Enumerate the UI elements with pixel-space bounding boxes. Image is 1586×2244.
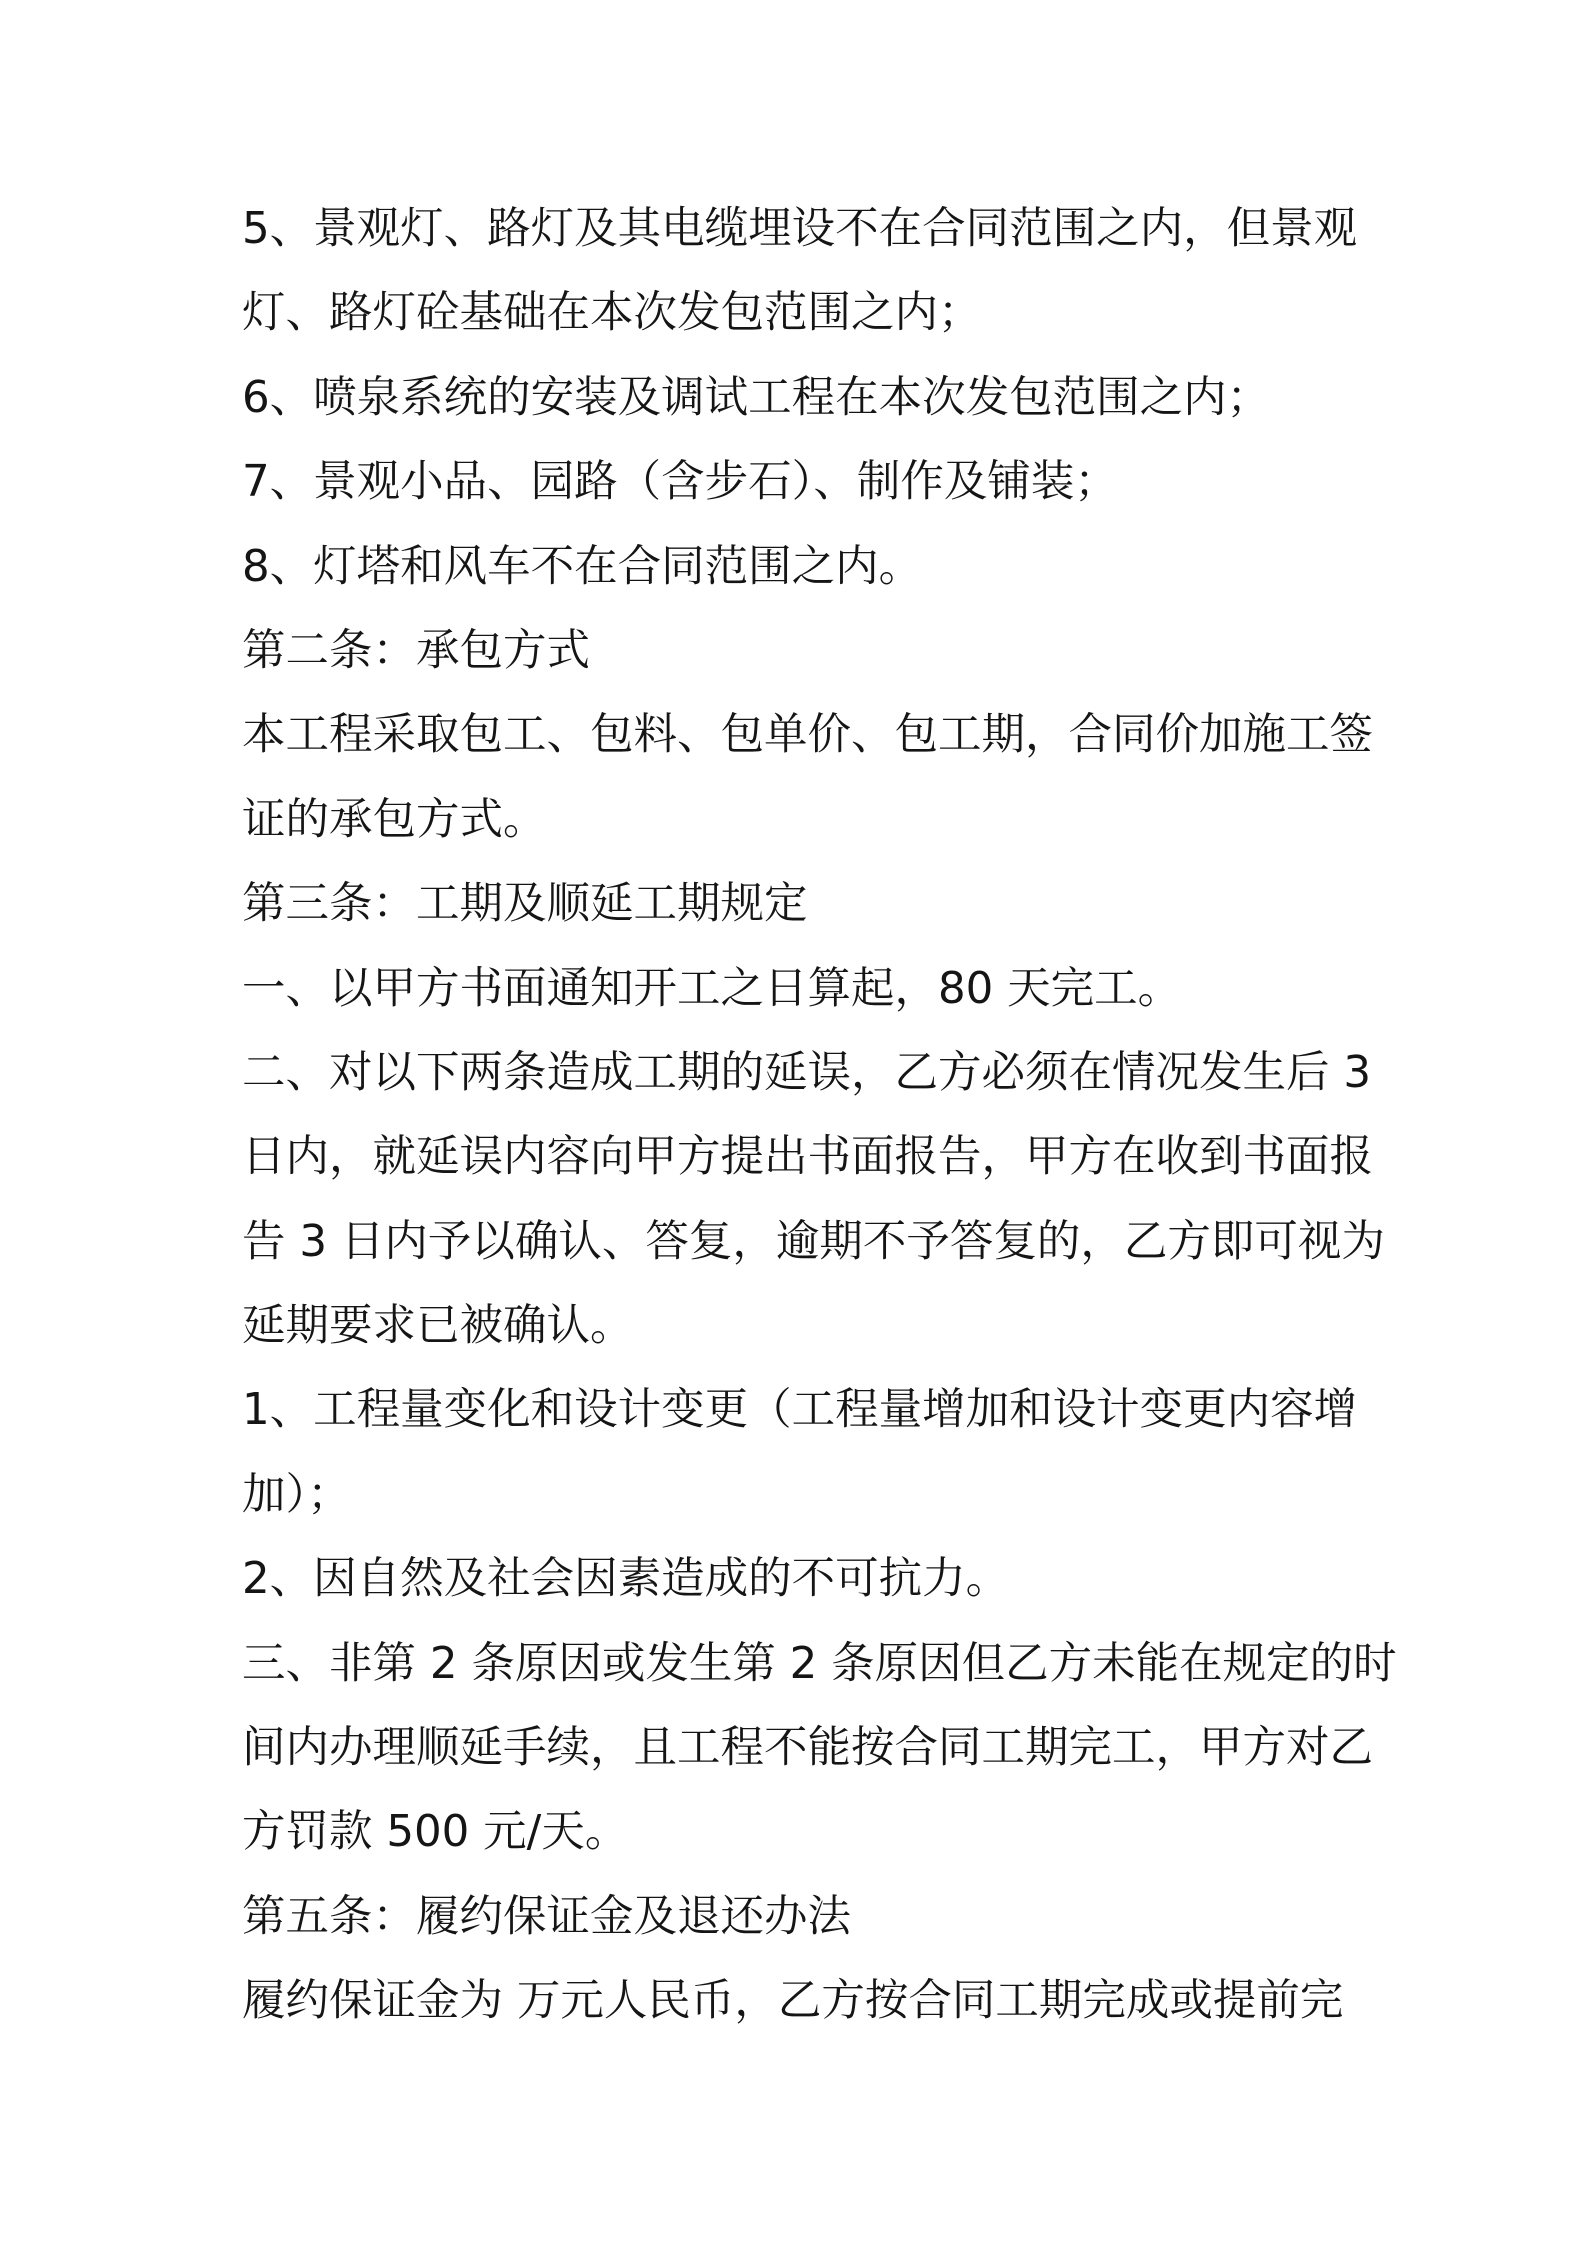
text-line: 1、工程量变化和设计变更（工程量增加和设计变更内容增 (242, 1385, 1358, 1436)
section-heading: 第五条：履约保证金及退还办法 (242, 1891, 851, 1942)
document-body (242, 198, 1397, 2055)
text-line: 加）； (242, 1469, 351, 1520)
text-line: 三、非第 2 条原因或发生第 2 条原因但乙方未能在规定的时 (242, 1638, 1397, 1689)
text-line: 履约保证金为 万元人民币，乙方按合同工期完成或提前完 (242, 1976, 1344, 2027)
text-line: 证的承包方式。 (242, 794, 547, 845)
text-line: 延期要求已被确认。 (242, 1301, 634, 1352)
text-line: 6、喷泉系统的安装及调试工程在本次发包范围之内； (242, 372, 1271, 423)
text-line: 5、景观灯、路灯及其电缆埋设不在合同范围之内，但景观 (242, 204, 1358, 254)
text-line: 间内办理顺延手续，且工程不能按合同工期完工，甲方对乙 (242, 1723, 1373, 1774)
text-line: 二、对以下两条造成工期的延误，乙方必须在情况发生后 3 (242, 1047, 1372, 1098)
text-line: 本工程采取包工、包料、包单价、包工期，合同价加施工签 (242, 710, 1373, 761)
text-line: 日内，就延误内容向甲方提出书面报告，甲方在收到书面报 (242, 1132, 1373, 1183)
text-line: 7、景观小品、园路（含步石）、制作及铺装； (242, 457, 1118, 508)
text-line: 方罚款 500 元/天。 (242, 1807, 629, 1858)
text-line: 告 3 日内予以确认、答复，逾期不予答复的，乙方即可视为 (242, 1216, 1385, 1267)
section-heading: 第二条：承包方式 (242, 625, 590, 676)
text-line: 2、因自然及社会因素造成的不可抗力。 (242, 1554, 1010, 1605)
text-line: 一、以甲方书面通知开工之日算起，80 天完工。 (242, 963, 1182, 1014)
section-heading: 第三条：工期及顺延工期规定 (242, 879, 808, 930)
text-line: 灯、路灯砼基础在本次发包范围之内； (242, 288, 982, 339)
text-line: 8、灯塔和风车不在合同范围之内。 (242, 541, 923, 592)
